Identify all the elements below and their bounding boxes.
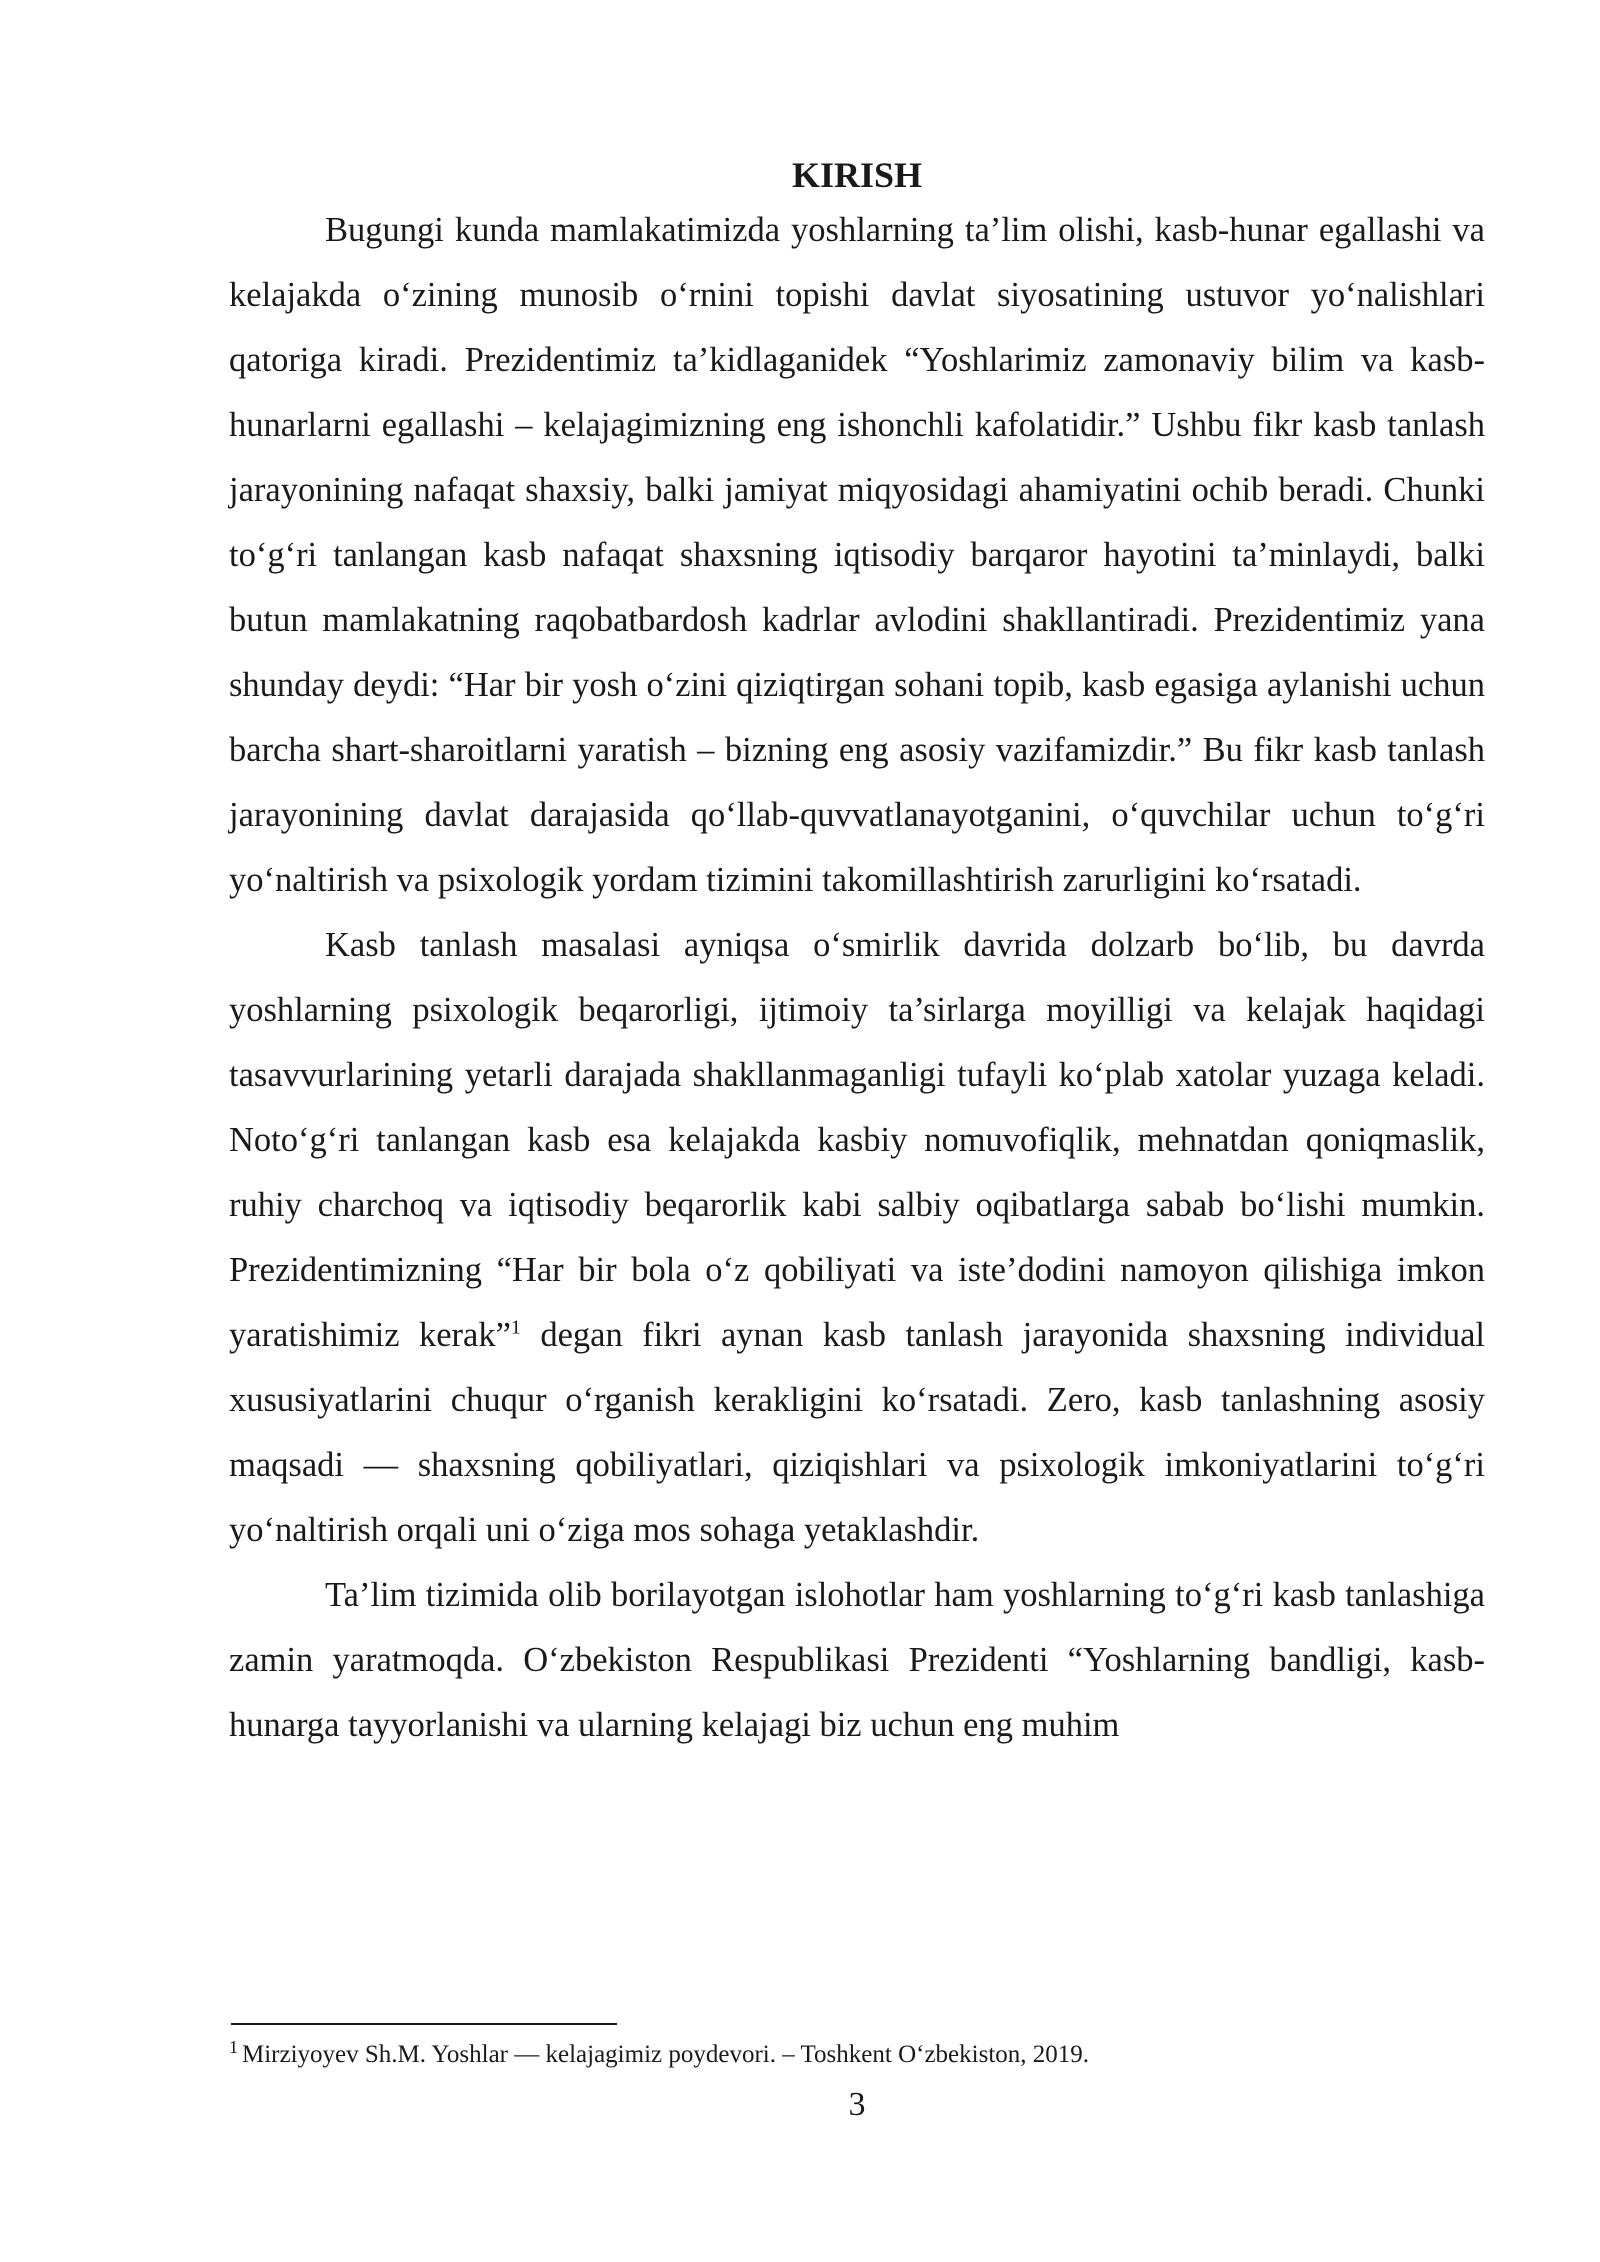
paragraph-3-text: Ta’lim tizimida olib borilayotgan islohotlar ham yoshlarning to‘g‘ri kasb tanlashiga zamin yaratmoqda. O‘zbekiston Respublikasi Prezidenti “Yoshlarning bandligi, kasb-hunarga tayyorlanishi va ularning kelajagi biz uchun eng muhim <box>229 1576 1485 1744</box>
paragraph-2-text-before-ref: Kasb tanlash masalasi ayniqsa o‘smirlik davrida dolzarb bo‘lib, bu davrda yoshlarning psixologik beqarorligi, ijtimoiy ta’sirlarga moyilligi va kelajak haqidagi tasavvurlarining yetarli darajada shakllanmaganligi tufayli ko‘plab xatolar yuzaga keladi. Noto‘g‘ri tanlangan kasb esa kelajakda kasbiy nomuvofiqlik, mehnatdan qoniqmaslik, ruhiy charchoq va iqtisodiy beqarorlik kabi salbiy oqibatlarga sabab bo‘lishi mumkin. Prezidentimizning “Har bir bola o‘z qobiliyati va iste’dodini namoyon qilishiga imkon yaratishimiz kerak” <box>229 926 1485 1354</box>
body-text <box>229 198 1485 1758</box>
footnote-reference: 1 <box>510 1316 521 1339</box>
paragraph-2-text-after-ref: degan fikri aynan kasb tanlash jarayonida shaxsning individual xususiyatlarini chuqur o‘rganish kerakligini ko‘rsatadi. Zero, kasb tanlashning asosiy maqsadi — shaxsning qobiliyatlari, qiziqishlari va psixologik imkoniyatlarini to‘g‘ri yo‘naltirish orqali uni o‘ziga mos sohaga yetaklashdir. <box>229 1316 1485 1549</box>
paragraph-1-text: Bugungi kunda mamlakatimizda yoshlarning ta’lim olishi, kasb-hunar egallashi va kelajakda o‘zining munosib o‘rnini topishi davlat siyosatining ustuvor yo‘nalishlari qatoriga kiradi. Prezidentimiz ta’kidlaganidek “Yoshlarimiz zamonaviy bilim va kasb-hunarlarni egallashi – kelajagimizning eng ishonchli kafolatidir.” Ushbu fikr kasb tanlash jarayonining nafaqat shaxsiy, balki jamiyat miqyosidagi ahamiyatini ochib beradi. Chunki to‘g‘ri tanlangan kasb nafaqat shaxsning iqtisodiy barqaror hayotini ta’minlaydi, balki butun mamlakatning raqobatbardosh kadrlar avlodini shakllantiradi. Prezidentimiz yana shunday deydi: “Har bir yosh o‘zini qiziqtirgan sohani topib, kasb egasiga aylanishi uchun barcha shart-sharoitlarni yaratish – bizning eng asosiy vazifamizdir.” Bu fikr kasb tanlash jarayonining davlat darajasida qo‘llab-quvvatlanayotganini, o‘quvchilar uchun to‘g‘ri yo‘naltirish va psixologik yordam tizimini takomillashtirish zarurligini ko‘rsatadi. <box>229 211 1485 899</box>
footnote-separator <box>231 2023 617 2025</box>
paragraph-1 <box>229 198 1485 913</box>
footnote <box>229 2037 1485 2073</box>
section-heading: KIRISH <box>791 155 923 195</box>
paragraph-3 <box>229 1563 1485 1758</box>
paragraph-2 <box>229 913 1485 1563</box>
footnote-text: Mirziyoyev Sh.M. Yoshlar — kelajagimiz poydevori. – Toshkent O‘zbekiston, 2019. <box>242 2041 1090 2068</box>
page-number: 3 <box>848 2086 866 2123</box>
footnote-number: 1 <box>229 2036 238 2057</box>
